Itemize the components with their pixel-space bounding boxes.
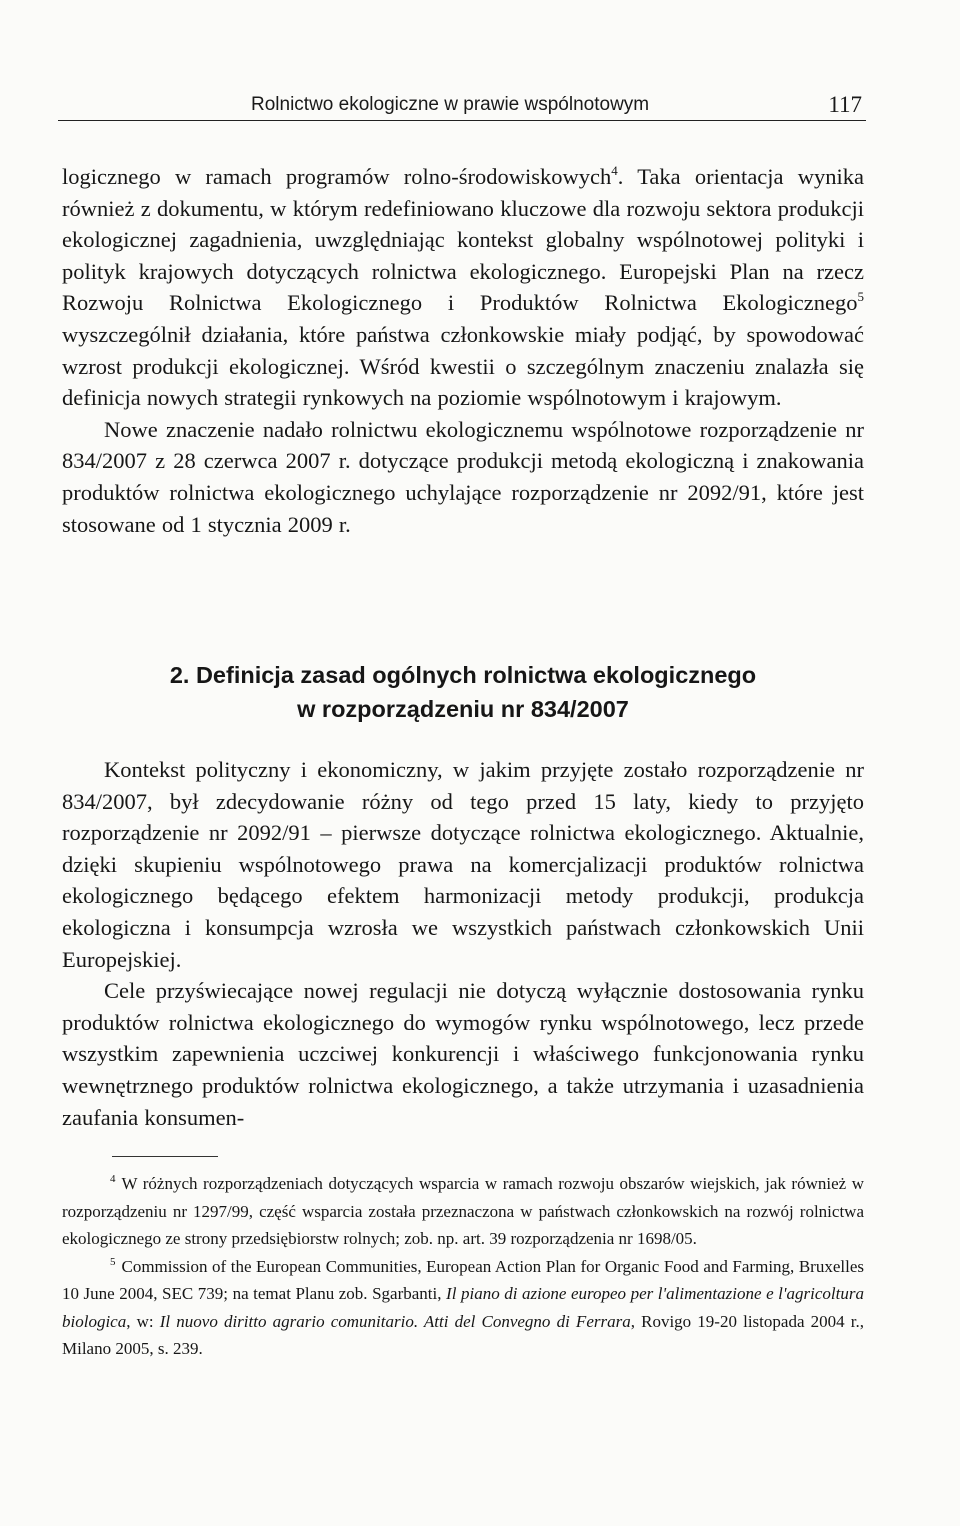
footnote-4-number: 4 bbox=[110, 1173, 116, 1185]
footnote-5 bbox=[62, 1253, 864, 1363]
footnote-5-title-italic: Il piano di azione europeo per l'alimentazione e l'agricoltura biologica bbox=[62, 1284, 864, 1331]
footnote-5-number: 5 bbox=[110, 1255, 116, 1268]
paragraph-1-part-b: . Taka orientacja wynika również z dokumentu, w którym redefiniowano kluczowe dla rozwoju sektora produkcji ekologicznej zagadnienia, uwzględniając kontekst globalny wspólnotowej polityki i polityk krajowych dotyczących rolnictwa ekologicznego. Europejski Plan na rzecz Rozwoju Rolnictwa Ekologicznego i Produktów Rolnictwa Ekologicznego bbox=[62, 164, 864, 316]
footnote-4-text: W różnych rozporządzeniach dotyczących wsparcia w ramach rozwoju obszarów wiejskich, jak również w rozporządzeniu nr 1297/99, część wsparcia została przeznaczona w państwach członkowskich na rozwój rolnictwa ekologicznego ze strony przedsiębiorstw rolnych; zob. np. art. 39 rozporządzenia nr 1698/05. bbox=[62, 1174, 864, 1248]
footnote-separator bbox=[112, 1156, 218, 1157]
page-number: 117 bbox=[828, 92, 862, 117]
section-heading-line-2: w rozporządzeniu nr 834/2007 bbox=[297, 696, 629, 722]
paragraph-1 bbox=[62, 161, 864, 414]
footnote-5-text-c: , Rovigo 19-20 listopada 2004 r., Milano 2005, s. 239. bbox=[62, 1311, 864, 1358]
body-text-bottom bbox=[62, 754, 864, 1133]
paragraph-1-part-a: logicznego w ramach programów rolno-środowiskowych bbox=[62, 164, 612, 189]
footnote-5-text-a: Commission of the European Communities, European Action Plan for Organic Food and Farming, Bruxelles 10 June 2004, SEC 739; na temat Planu zob. Sgarbanti, bbox=[62, 1256, 864, 1303]
running-head-title: Rolnictwo ekologiczne w prawie wspólnotowym bbox=[251, 94, 650, 115]
footnotes bbox=[62, 1170, 864, 1363]
paragraph-4: Cele przyświecające nowej regulacji nie dotyczą wyłącznie dostosowania rynku produktów rolnictwa ekologicznego do wymogów rynku wspólnotowego, lecz przede wszystkim zapewnienia uczciwej konkurencji i właściwego funkcjonowania rynku wewnętrznego produktów rolnictwa ekologicznego, a także utrzymania i uzasadnienia zaufania konsumen- bbox=[62, 978, 864, 1130]
footnote-5-book-italic: Il nuovo diritto agrario comunitario. Atti del Convegno di Ferrara bbox=[159, 1311, 631, 1331]
footnote-5-text-b: , w: bbox=[126, 1311, 160, 1331]
paragraph-1-part-c: wyszczególnił działania, które państwa członkowskie miały podjąć, by spowodować wzrost produkcji ekologicznej. Wśród kwestii o szczególnym znaczeniu znalazła się definicja nowych strategii rynkowych na poziomie wspólnotowym i krajowym. bbox=[62, 321, 864, 411]
paragraph-3: Kontekst polityczny i ekonomiczny, w jakim przyjęte zostało rozporządzenie nr 834/2007, był zdecydowanie różny od tego przed 15 laty, kiedy to przyjęto rozporządzenie nr 2092/91 – pierwsze dotyczące rolnictwa ekologicznego. Aktualnie, dzięki skupieniu wspólnotowego prawa na komercjalizacji produktów rolnictwa ekologicznego będącego efektem harmonizacji metody produkcji, produkcja ekologiczna i konsumpcja wzrosła we wszystkich państwach członkowskich Unii Europejskiej. bbox=[62, 757, 864, 972]
footnote-ref-5[interactable]: 5 bbox=[857, 289, 864, 305]
section-heading-line-1: 2. Definicja zasad ogólnych rolnictwa ekologicznego bbox=[169, 662, 757, 688]
paragraph-2: Nowe znaczenie nadało rolnictwu ekologicznemu wspólnotowe rozporządzenie nr 834/2007 z 28 czerwca 2007 r. dotyczące produkcji metodą ekologiczną i znakowania produktów rolnictwa ekologicznego uchylające rozporządzenie nr 2092/91, które jest stosowane od 1 stycznia 2009 r. bbox=[62, 416, 864, 537]
footnote-4 bbox=[62, 1170, 864, 1253]
body-text-top bbox=[62, 161, 864, 540]
section-heading bbox=[62, 658, 864, 726]
footnote-ref-4[interactable]: 4 bbox=[611, 163, 618, 178]
running-head bbox=[58, 86, 866, 121]
